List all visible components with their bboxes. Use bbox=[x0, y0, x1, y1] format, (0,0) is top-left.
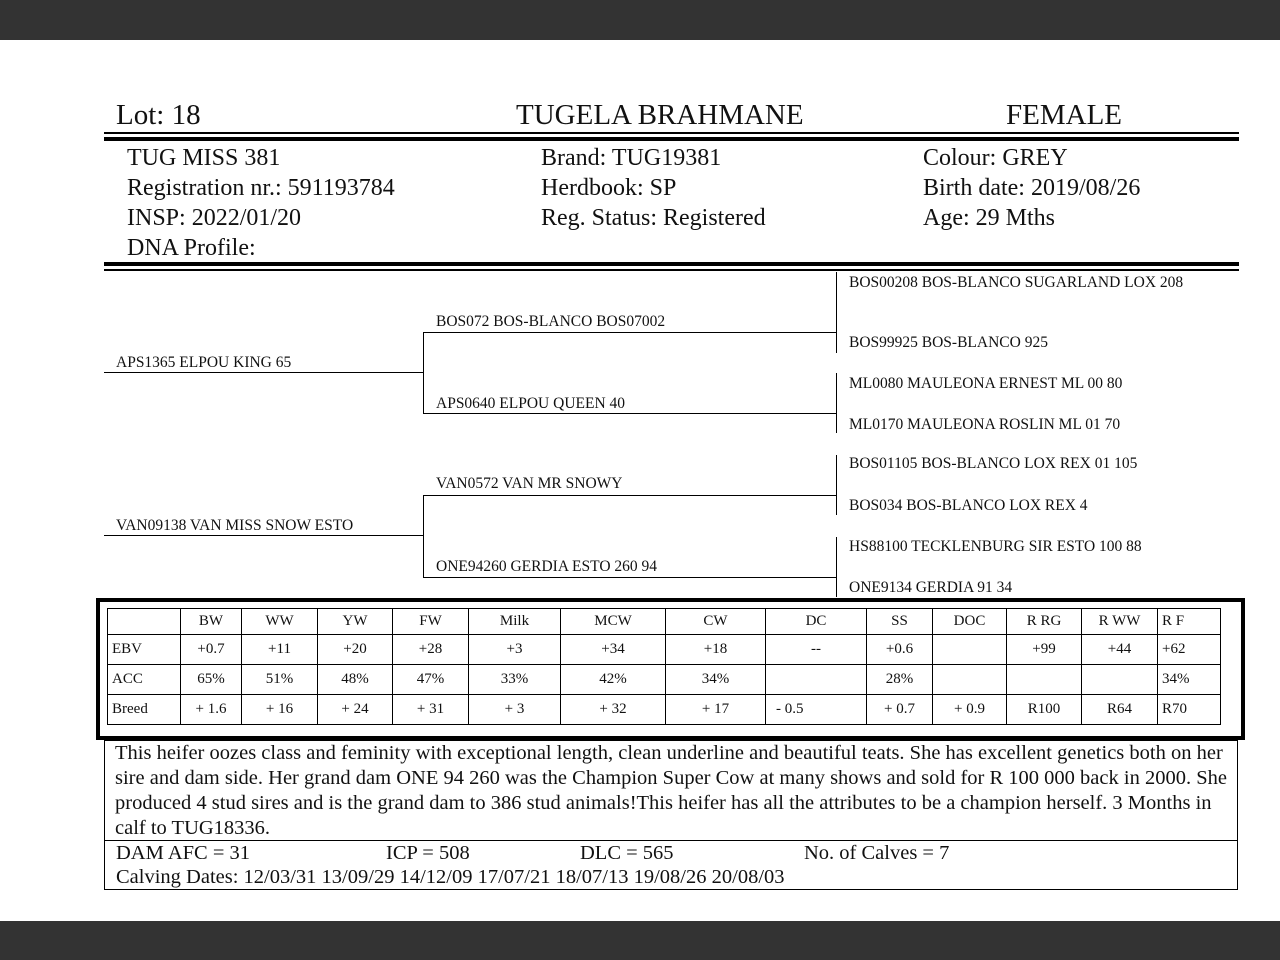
pedigree-gen3-5: BOS01105 BOS-BLANCO LOX REX 01 105 bbox=[849, 455, 1138, 472]
ebv-cell bbox=[933, 665, 1007, 695]
colour: Colour: GREY bbox=[923, 145, 1068, 171]
lot-number: Lot: 18 bbox=[116, 99, 201, 131]
ebv-header-cell: MCW bbox=[561, 609, 666, 635]
pedigree-line bbox=[836, 272, 837, 353]
info-rule-thin bbox=[104, 269, 1239, 271]
ebv-cell: 33% bbox=[469, 665, 561, 695]
ebv-row-ebv bbox=[108, 635, 1221, 665]
viewer-bottom-bar bbox=[0, 921, 1280, 960]
viewer-top-bar bbox=[0, 0, 1280, 40]
ebv-cell: 51% bbox=[242, 665, 318, 695]
header-rule-thin bbox=[104, 132, 1239, 134]
ebv-cell: Breed bbox=[108, 695, 181, 725]
ebv-header-cell: DC bbox=[766, 609, 867, 635]
ebv-cell: + 32 bbox=[561, 695, 666, 725]
ebv-header-cell: YW bbox=[318, 609, 393, 635]
ebv-cell: -- bbox=[766, 635, 867, 665]
ebv-cell: R70 bbox=[1158, 695, 1221, 725]
pedigree-dam-sire: VAN0572 VAN MR SNOWY bbox=[436, 475, 623, 492]
pedigree-gen3-4: ML0170 MAULEONA ROSLIN ML 01 70 bbox=[849, 416, 1121, 433]
pedigree-gen3-2: BOS99925 BOS-BLANCO 925 bbox=[849, 334, 1048, 351]
ebv-row-breed bbox=[108, 695, 1221, 725]
pedigree-line bbox=[423, 332, 424, 414]
ebv-cell: 42% bbox=[561, 665, 666, 695]
registration-number: Registration nr.: 591193784 bbox=[127, 175, 395, 201]
ebv-cell: 47% bbox=[393, 665, 469, 695]
ebv-cell: +34 bbox=[561, 635, 666, 665]
ebv-cell: +0.6 bbox=[867, 635, 933, 665]
sex-label: FEMALE bbox=[1006, 99, 1122, 131]
ebv-header-row bbox=[108, 609, 1221, 635]
ebv-header-cell: Milk bbox=[469, 609, 561, 635]
ebv-cell: + 1.6 bbox=[181, 695, 242, 725]
pedigree-sire: APS1365 ELPOU KING 65 bbox=[116, 354, 292, 371]
ebv-header-cell: DOC bbox=[933, 609, 1007, 635]
ebv-cell bbox=[766, 665, 867, 695]
pedigree-line bbox=[104, 535, 424, 536]
dam-dlc: DLC = 565 bbox=[580, 842, 674, 864]
ebv-cell: +28 bbox=[393, 635, 469, 665]
ebv-cell: +44 bbox=[1082, 635, 1158, 665]
pedigree-line bbox=[423, 577, 837, 578]
ebv-cell: +0.7 bbox=[181, 635, 242, 665]
pedigree-sire-sire: BOS072 BOS-BLANCO BOS07002 bbox=[436, 313, 666, 330]
calving-dates: Calving Dates: 12/03/31 13/09/29 14/12/09 17/07/21 18/07/13 19/08/26 20/08/03 bbox=[116, 866, 785, 888]
ebv-cell: R64 bbox=[1082, 695, 1158, 725]
ebv-header-cell: R F bbox=[1158, 609, 1221, 635]
ebv-cell: 34% bbox=[1158, 665, 1221, 695]
ebv-cell: + 3 bbox=[469, 695, 561, 725]
pedigree-gen3-8: ONE9134 GERDIA 91 34 bbox=[849, 579, 1013, 596]
animal-info-col2 bbox=[541, 143, 766, 233]
ebv-cell: + 0.9 bbox=[933, 695, 1007, 725]
dam-stats bbox=[104, 840, 1238, 890]
ebv-cell: +99 bbox=[1007, 635, 1082, 665]
pedigree-line bbox=[836, 537, 837, 597]
dam-icp: ICP = 508 bbox=[386, 842, 470, 864]
pedigree-line bbox=[423, 495, 837, 496]
herdbook: Herdbook: SP bbox=[541, 175, 677, 201]
ebv-row-acc bbox=[108, 665, 1221, 695]
ebv-cell bbox=[933, 635, 1007, 665]
pedigree-line bbox=[423, 332, 837, 333]
ebv-cell: R100 bbox=[1007, 695, 1082, 725]
animal-info-col1 bbox=[127, 143, 395, 263]
ebv-cell: 34% bbox=[666, 665, 766, 695]
ebv-cell bbox=[1082, 665, 1158, 695]
ebv-header-cell: WW bbox=[242, 609, 318, 635]
ebv-cell: + 24 bbox=[318, 695, 393, 725]
brand: Brand: TUG19381 bbox=[541, 145, 722, 171]
ebv-cell: 48% bbox=[318, 665, 393, 695]
ebv-header-cell: R WW bbox=[1082, 609, 1158, 635]
pedigree-line bbox=[836, 455, 837, 515]
pedigree-gen3-6: BOS034 BOS-BLANCO LOX REX 4 bbox=[849, 497, 1088, 514]
breed-title: TUGELA BRAHMANE bbox=[516, 99, 804, 131]
ebv-header-cell: SS bbox=[867, 609, 933, 635]
ebv-header-cell bbox=[108, 609, 181, 635]
ebv-cell: +20 bbox=[318, 635, 393, 665]
reg-status: Reg. Status: Registered bbox=[541, 205, 766, 231]
pedigree-dam: VAN09138 VAN MISS SNOW ESTO bbox=[116, 517, 354, 534]
insp-date: INSP: 2022/01/20 bbox=[127, 205, 302, 231]
ebv-cell: + 0.7 bbox=[867, 695, 933, 725]
ebv-cell: +11 bbox=[242, 635, 318, 665]
age: Age: 29 Mths bbox=[923, 205, 1055, 231]
dna-profile: DNA Profile: bbox=[127, 235, 256, 261]
ebv-header-cell: CW bbox=[666, 609, 766, 635]
ebv-cell: - 0.5 bbox=[766, 695, 867, 725]
pedigree-sire-dam: APS0640 ELPOU QUEEN 40 bbox=[436, 395, 626, 412]
info-rule-thick bbox=[104, 262, 1239, 266]
birth-date: Birth date: 2019/08/26 bbox=[923, 175, 1141, 201]
ebv-header-cell: BW bbox=[181, 609, 242, 635]
ebv-cell bbox=[1007, 665, 1082, 695]
ebv-cell: +3 bbox=[469, 635, 561, 665]
animal-info-col3 bbox=[923, 143, 1140, 233]
pedigree-dam-dam: ONE94260 GERDIA ESTO 260 94 bbox=[436, 558, 658, 575]
pedigree-gen3-3: ML0080 MAULEONA ERNEST ML 00 80 bbox=[849, 375, 1123, 392]
ebv-cell: + 31 bbox=[393, 695, 469, 725]
animal-name: TUG MISS 381 bbox=[127, 145, 281, 171]
dam-calves: No. of Calves = 7 bbox=[804, 842, 950, 864]
ebv-cell: ACC bbox=[108, 665, 181, 695]
animal-description: This heifer oozes class and feminity with exceptional length, clean underline and beautiful teats. She has excellent genetics both on her sire and dam side. Her grand dam ONE 94 260 was the Champion Super Cow at many shows and sold for R 100 000 back in 2000. She produced 4 stud sires and is the grand dam to 386 stud animals!This heifer has all the attributes to be a champion herself. 3 Months in calf to TUG18336. bbox=[104, 740, 1238, 841]
ebv-cell: + 17 bbox=[666, 695, 766, 725]
ebv-cell: + 16 bbox=[242, 695, 318, 725]
ebv-cell: +62 bbox=[1158, 635, 1221, 665]
ebv-header-cell: FW bbox=[393, 609, 469, 635]
ebv-cell: 28% bbox=[867, 665, 933, 695]
pedigree-gen3-7: HS88100 TECKLENBURG SIR ESTO 100 88 bbox=[849, 538, 1142, 555]
pedigree-line bbox=[836, 373, 837, 433]
ebv-cell: 65% bbox=[181, 665, 242, 695]
ebv-cell: +18 bbox=[666, 635, 766, 665]
dam-afc: DAM AFC = 31 bbox=[116, 842, 251, 864]
ebv-header-cell: R RG bbox=[1007, 609, 1082, 635]
pedigree-line bbox=[423, 413, 837, 414]
pedigree-gen3-1: BOS00208 BOS-BLANCO SUGARLAND LOX 208 bbox=[849, 274, 1184, 291]
ebv-table bbox=[107, 608, 1221, 725]
header-rule-thick bbox=[104, 137, 1239, 141]
pedigree-line bbox=[104, 372, 424, 373]
pedigree-line bbox=[423, 495, 424, 577]
ebv-cell: EBV bbox=[108, 635, 181, 665]
